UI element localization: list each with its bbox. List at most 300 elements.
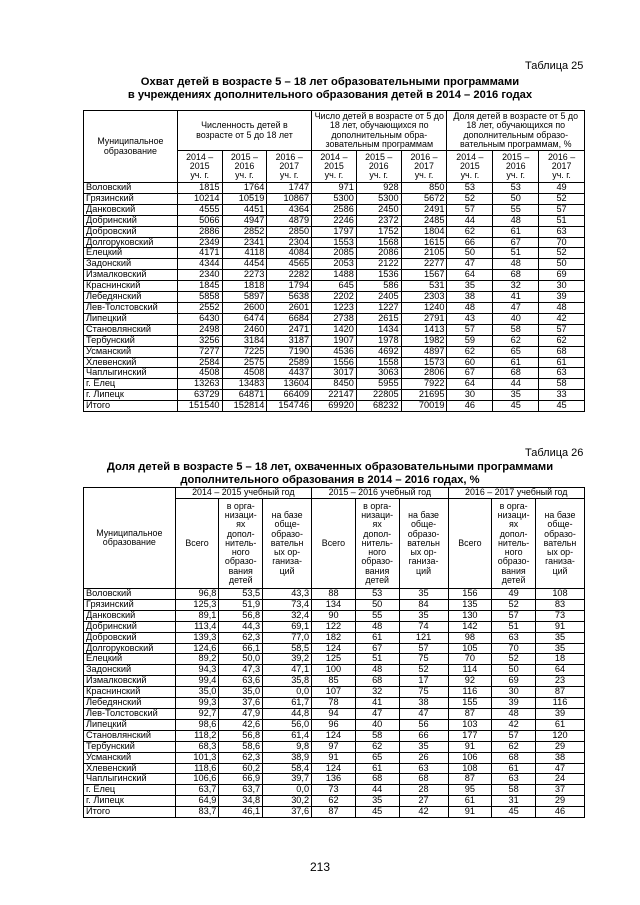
t26-col-municipality: Муниципальное образование: [84, 488, 176, 589]
data-cell: 64: [447, 379, 493, 390]
data-cell: 66,1: [219, 643, 263, 654]
data-cell: 67: [447, 368, 493, 379]
data-cell: 70: [492, 643, 536, 654]
data-cell: 62: [492, 741, 536, 752]
row-label-cell: Тербунский: [84, 741, 176, 752]
table-row: [84, 741, 585, 752]
data-cell: 0,0: [263, 785, 312, 796]
data-cell: 4947: [222, 215, 267, 226]
table-row: [84, 248, 585, 259]
data-cell: 53,5: [219, 589, 263, 600]
data-cell: 4879: [267, 215, 312, 226]
t25-year-header: 2014 – 2015 уч. г.: [447, 151, 493, 183]
data-cell: 1747: [267, 183, 312, 194]
data-cell: 6684: [267, 313, 312, 324]
table-row: [84, 335, 585, 346]
data-cell: 30: [447, 390, 493, 401]
data-cell: 46: [447, 401, 493, 412]
data-cell: 3063: [356, 368, 401, 379]
data-cell: 64: [535, 665, 584, 676]
t26-sub-orgs: в орга- низаци- ях допол- нитель- ного образо- вания детей: [492, 499, 536, 589]
data-cell: 124: [312, 763, 356, 774]
table-row: [84, 665, 585, 676]
row-label-cell: г. Елец: [84, 785, 176, 796]
data-cell: 1818: [222, 281, 267, 292]
table-row: [84, 390, 585, 401]
page-number: 213: [309, 860, 331, 874]
data-cell: 18: [535, 654, 584, 665]
data-cell: 32: [355, 687, 399, 698]
data-cell: 73: [535, 610, 584, 621]
data-cell: 2277: [401, 259, 447, 270]
data-cell: 60,2: [219, 763, 263, 774]
data-cell: 58: [539, 379, 585, 390]
data-cell: 1223: [312, 302, 357, 313]
row-label-cell: Чаплыгинский: [84, 368, 178, 379]
data-cell: 91: [312, 752, 356, 763]
data-cell: 2405: [356, 292, 401, 303]
data-cell: 73,4: [263, 599, 312, 610]
data-cell: 34,8: [219, 796, 263, 807]
data-cell: 1434: [356, 324, 401, 335]
row-label-cell: Данковский: [84, 204, 178, 215]
data-cell: 41: [493, 292, 539, 303]
data-cell: 64,9: [175, 796, 219, 807]
data-cell: 50: [355, 599, 399, 610]
data-cell: 68232: [356, 401, 401, 412]
data-cell: 1240: [401, 302, 447, 313]
data-cell: 70: [539, 237, 585, 248]
data-cell: 92: [448, 676, 492, 687]
row-label-cell: Лебедянский: [84, 292, 178, 303]
data-cell: 105: [448, 643, 492, 654]
data-cell: 69: [539, 270, 585, 281]
data-cell: 121: [399, 632, 448, 643]
data-cell: 1764: [222, 183, 267, 194]
data-cell: 0,0: [263, 687, 312, 698]
data-cell: 2053: [312, 259, 357, 270]
data-cell: 43,3: [263, 589, 312, 600]
data-cell: 38: [399, 698, 448, 709]
data-cell: 48: [355, 621, 399, 632]
data-cell: 1227: [356, 302, 401, 313]
data-cell: 35: [447, 281, 493, 292]
data-cell: 52: [492, 654, 536, 665]
data-cell: 51: [493, 248, 539, 259]
table-row: [84, 259, 585, 270]
row-label-cell: Чаплыгинский: [84, 774, 176, 785]
table-row: [84, 215, 585, 226]
data-cell: 33: [539, 390, 585, 401]
table-row: [84, 589, 585, 600]
table-row: [84, 401, 585, 412]
data-cell: 2852: [222, 226, 267, 237]
data-cell: 21695: [401, 390, 447, 401]
data-cell: 61: [493, 226, 539, 237]
data-cell: 106,6: [175, 774, 219, 785]
data-cell: 32: [493, 281, 539, 292]
row-label-cell: Тербунский: [84, 335, 178, 346]
data-cell: 1420: [312, 324, 357, 335]
row-label-cell: Грязинский: [84, 193, 178, 204]
data-cell: 52: [447, 193, 493, 204]
row-label-cell: Данковский: [84, 610, 176, 621]
data-cell: 68: [355, 774, 399, 785]
data-cell: 928: [356, 183, 401, 194]
data-cell: 4344: [177, 259, 222, 270]
data-cell: 48: [539, 302, 585, 313]
table-row: [84, 654, 585, 665]
data-cell: 136: [312, 774, 356, 785]
t25-year-header: 2015 – 2016 уч. г.: [493, 151, 539, 183]
data-cell: 63729: [177, 390, 222, 401]
table-row: [84, 785, 585, 796]
data-cell: 116: [448, 687, 492, 698]
data-cell: 4118: [222, 248, 267, 259]
data-cell: 2552: [177, 302, 222, 313]
data-cell: 68: [355, 676, 399, 687]
table-row: [84, 226, 585, 237]
data-cell: 46,1: [219, 807, 263, 818]
data-cell: 8450: [312, 379, 357, 390]
table-row: [84, 796, 585, 807]
data-cell: 68: [492, 752, 536, 763]
data-cell: 2738: [312, 313, 357, 324]
table-row: [84, 752, 585, 763]
data-cell: 58: [492, 785, 536, 796]
data-cell: 35: [535, 632, 584, 643]
data-cell: 50: [493, 193, 539, 204]
data-cell: 4437: [267, 368, 312, 379]
t26-year-header: 2016 – 2017 учебный год: [448, 488, 584, 499]
data-cell: 4084: [267, 248, 312, 259]
data-cell: 2450: [356, 204, 401, 215]
t25-year-header: 2016 – 2017 уч. г.: [267, 151, 312, 183]
data-cell: 134: [312, 599, 356, 610]
data-cell: 61: [492, 763, 536, 774]
data-cell: 971: [312, 183, 357, 194]
t26-sub-orgs: в орга- низаци- ях допол- нитель- ного образо- вания детей: [355, 499, 399, 589]
data-cell: 51,9: [219, 599, 263, 610]
data-cell: 4508: [222, 368, 267, 379]
data-cell: 124: [312, 730, 356, 741]
data-cell: 1797: [312, 226, 357, 237]
data-cell: 4171: [177, 248, 222, 259]
data-cell: 4454: [222, 259, 267, 270]
data-cell: 53: [493, 183, 539, 194]
data-cell: 63: [399, 763, 448, 774]
table-row: [84, 643, 585, 654]
data-cell: 48: [493, 259, 539, 270]
data-cell: 31: [492, 796, 536, 807]
data-cell: 64: [447, 270, 493, 281]
data-cell: 1488: [312, 270, 357, 281]
data-cell: 152814: [222, 401, 267, 412]
row-label-cell: Елецкий: [84, 654, 176, 665]
table-row: [84, 357, 585, 368]
data-cell: 45: [493, 401, 539, 412]
data-cell: 62: [493, 335, 539, 346]
table25-title: [70, 76, 590, 102]
row-label-cell: Долгоруковский: [84, 237, 178, 248]
data-cell: 120: [535, 730, 584, 741]
row-label-cell: Задонский: [84, 259, 178, 270]
data-cell: 2850: [267, 226, 312, 237]
data-cell: 2460: [222, 324, 267, 335]
data-cell: 63,7: [219, 785, 263, 796]
t26-year-header: 2015 – 2016 учебный год: [312, 488, 448, 499]
data-cell: 2575: [222, 357, 267, 368]
data-cell: 29: [535, 741, 584, 752]
data-cell: 156: [448, 589, 492, 600]
data-cell: 62: [312, 796, 356, 807]
data-cell: 98: [448, 632, 492, 643]
data-cell: 2340: [177, 270, 222, 281]
table-row: [84, 621, 585, 632]
table-row: [84, 730, 585, 741]
t26-sub-base: на базе обще- образо- вательн ых ор- ганиза- ций: [535, 499, 584, 589]
data-cell: 39: [535, 708, 584, 719]
row-label-cell: Лев-Толстовский: [84, 302, 178, 313]
table-row: [84, 302, 585, 313]
data-cell: 55: [493, 204, 539, 215]
data-cell: 1567: [401, 270, 447, 281]
data-cell: 58: [355, 730, 399, 741]
row-label-cell: Лев-Толстовский: [84, 708, 176, 719]
data-cell: 9,8: [263, 741, 312, 752]
data-cell: 75: [399, 687, 448, 698]
data-cell: 91: [448, 807, 492, 818]
table-row: [84, 599, 585, 610]
data-cell: 51: [355, 654, 399, 665]
data-cell: 57: [447, 324, 493, 335]
data-cell: 39: [492, 698, 536, 709]
data-cell: 30,2: [263, 796, 312, 807]
data-cell: 2282: [267, 270, 312, 281]
data-cell: 40: [355, 719, 399, 730]
data-cell: 1615: [401, 237, 447, 248]
data-cell: 57: [539, 324, 585, 335]
data-cell: 5858: [177, 292, 222, 303]
data-cell: 63: [539, 368, 585, 379]
data-cell: 47,1: [263, 665, 312, 676]
data-cell: 116: [535, 698, 584, 709]
data-cell: 32,4: [263, 610, 312, 621]
data-cell: 130: [448, 610, 492, 621]
t25-year-header: 2015 – 2016 уч. г.: [222, 151, 267, 183]
table-row: [84, 708, 585, 719]
data-cell: 135: [448, 599, 492, 610]
data-cell: 65: [493, 346, 539, 357]
data-cell: 91: [535, 621, 584, 632]
table25-body: [84, 183, 585, 412]
data-cell: 57: [539, 204, 585, 215]
data-cell: 1573: [401, 357, 447, 368]
table-row: [84, 193, 585, 204]
row-label-cell: Итого: [84, 807, 176, 818]
data-cell: 96: [312, 719, 356, 730]
data-cell: 61,4: [263, 730, 312, 741]
data-cell: 2600: [222, 302, 267, 313]
data-cell: 1982: [401, 335, 447, 346]
data-cell: 98,6: [175, 719, 219, 730]
data-cell: 4536: [312, 346, 357, 357]
data-cell: 85: [312, 676, 356, 687]
data-cell: 63: [492, 774, 536, 785]
data-cell: 2122: [356, 259, 401, 270]
data-cell: 89,2: [175, 654, 219, 665]
row-label-cell: Добринский: [84, 215, 178, 226]
data-cell: 850: [401, 183, 447, 194]
data-cell: 42: [492, 719, 536, 730]
data-cell: 52: [399, 665, 448, 676]
data-cell: 2615: [356, 313, 401, 324]
table-row: [84, 204, 585, 215]
data-cell: 1907: [312, 335, 357, 346]
data-cell: 69: [492, 676, 536, 687]
table25-title-line1: Охват детей в возрасте 5 – 18 лет образовательными программами: [140, 76, 520, 88]
data-cell: 2886: [177, 226, 222, 237]
row-label-cell: Грязинский: [84, 599, 176, 610]
table-row: [84, 774, 585, 785]
row-label-cell: Задонский: [84, 665, 176, 676]
row-label-cell: Воловский: [84, 589, 176, 600]
data-cell: 531: [401, 281, 447, 292]
t26-sub-total: Всего: [175, 499, 219, 589]
data-cell: 47,3: [219, 665, 263, 676]
data-cell: 83: [535, 599, 584, 610]
data-cell: 53: [447, 183, 493, 194]
data-cell: 107: [312, 687, 356, 698]
data-cell: 47: [535, 763, 584, 774]
data-cell: 73: [312, 785, 356, 796]
data-cell: 64871: [222, 390, 267, 401]
data-cell: 2304: [267, 237, 312, 248]
data-cell: 106: [448, 752, 492, 763]
data-cell: 35: [399, 610, 448, 621]
data-cell: 37,6: [219, 698, 263, 709]
data-cell: 42,6: [219, 719, 263, 730]
data-cell: 56,8: [219, 610, 263, 621]
data-cell: 58,6: [219, 741, 263, 752]
data-cell: 124,6: [175, 643, 219, 654]
data-cell: 49: [539, 183, 585, 194]
data-cell: 62,3: [219, 752, 263, 763]
table25-label: Таблица 25: [525, 60, 584, 72]
data-cell: 61: [355, 763, 399, 774]
data-cell: 7277: [177, 346, 222, 357]
data-cell: 50,0: [219, 654, 263, 665]
table-row: [84, 676, 585, 687]
data-cell: 67: [493, 237, 539, 248]
data-cell: 35: [535, 643, 584, 654]
data-cell: 47: [493, 302, 539, 313]
data-cell: 95: [448, 785, 492, 796]
row-label-cell: Добринский: [84, 621, 176, 632]
data-cell: 22147: [312, 390, 357, 401]
data-cell: 1845: [177, 281, 222, 292]
table-row: [84, 324, 585, 335]
data-cell: 35,8: [263, 676, 312, 687]
data-cell: 5638: [267, 292, 312, 303]
data-cell: 108: [448, 763, 492, 774]
row-label-cell: Становлянский: [84, 730, 176, 741]
data-cell: 48: [447, 302, 493, 313]
data-cell: 66409: [267, 390, 312, 401]
data-cell: 2372: [356, 215, 401, 226]
data-cell: 96,8: [175, 589, 219, 600]
data-cell: 45: [492, 807, 536, 818]
table26-label: Таблица 26: [525, 447, 584, 459]
data-cell: 6430: [177, 313, 222, 324]
data-cell: 87: [535, 687, 584, 698]
data-cell: 51: [539, 215, 585, 226]
data-cell: 2471: [267, 324, 312, 335]
data-cell: 83,7: [175, 807, 219, 818]
data-cell: 47: [447, 259, 493, 270]
data-cell: 39: [539, 292, 585, 303]
row-label-cell: Итого: [84, 401, 178, 412]
data-cell: 61: [448, 796, 492, 807]
data-cell: 3187: [267, 335, 312, 346]
data-cell: 68: [493, 368, 539, 379]
data-cell: 56,0: [263, 719, 312, 730]
data-cell: 2202: [312, 292, 357, 303]
data-cell: 2806: [401, 368, 447, 379]
data-cell: 2485: [401, 215, 447, 226]
data-cell: 75: [399, 654, 448, 665]
data-cell: 74: [399, 621, 448, 632]
data-cell: 30: [492, 687, 536, 698]
table-row: [84, 379, 585, 390]
data-cell: 78: [312, 698, 356, 709]
data-cell: 4451: [222, 204, 267, 215]
data-cell: 91: [448, 741, 492, 752]
t25-group-count: Численность детей в возрасте от 5 до 18 лет: [177, 111, 311, 151]
data-cell: 4508: [177, 368, 222, 379]
table-row: [84, 763, 585, 774]
data-cell: 45: [539, 401, 585, 412]
data-cell: 6474: [222, 313, 267, 324]
data-cell: 62,3: [219, 632, 263, 643]
data-cell: 44,3: [219, 621, 263, 632]
data-cell: 1815: [177, 183, 222, 194]
data-cell: 155: [448, 698, 492, 709]
data-cell: 68: [539, 346, 585, 357]
data-cell: 44: [447, 215, 493, 226]
data-cell: 2303: [401, 292, 447, 303]
data-cell: 61: [535, 719, 584, 730]
table26-title-line1: Доля детей в возрасте 5 – 18 лет, охваченных образовательными программами: [106, 461, 554, 473]
data-cell: 35: [493, 390, 539, 401]
data-cell: 45: [355, 807, 399, 818]
data-cell: 13263: [177, 379, 222, 390]
data-cell: 38,9: [263, 752, 312, 763]
data-cell: 47: [355, 708, 399, 719]
data-cell: 118,2: [175, 730, 219, 741]
data-cell: 50: [539, 259, 585, 270]
data-cell: 3256: [177, 335, 222, 346]
table26-title-line2: дополнительного образования в 2014 – 2016 годах, %: [180, 474, 480, 486]
data-cell: 63: [492, 632, 536, 643]
data-cell: 39,7: [263, 774, 312, 785]
t25-group-enrolled: Число детей в возрасте от 5 до 18 лет, обучающихся по дополнительным обра-зовательным программам: [312, 111, 447, 151]
data-cell: 17: [399, 676, 448, 687]
data-cell: 1804: [401, 226, 447, 237]
data-cell: 1558: [356, 357, 401, 368]
data-cell: 44: [493, 379, 539, 390]
row-label-cell: Долгоруковский: [84, 643, 176, 654]
